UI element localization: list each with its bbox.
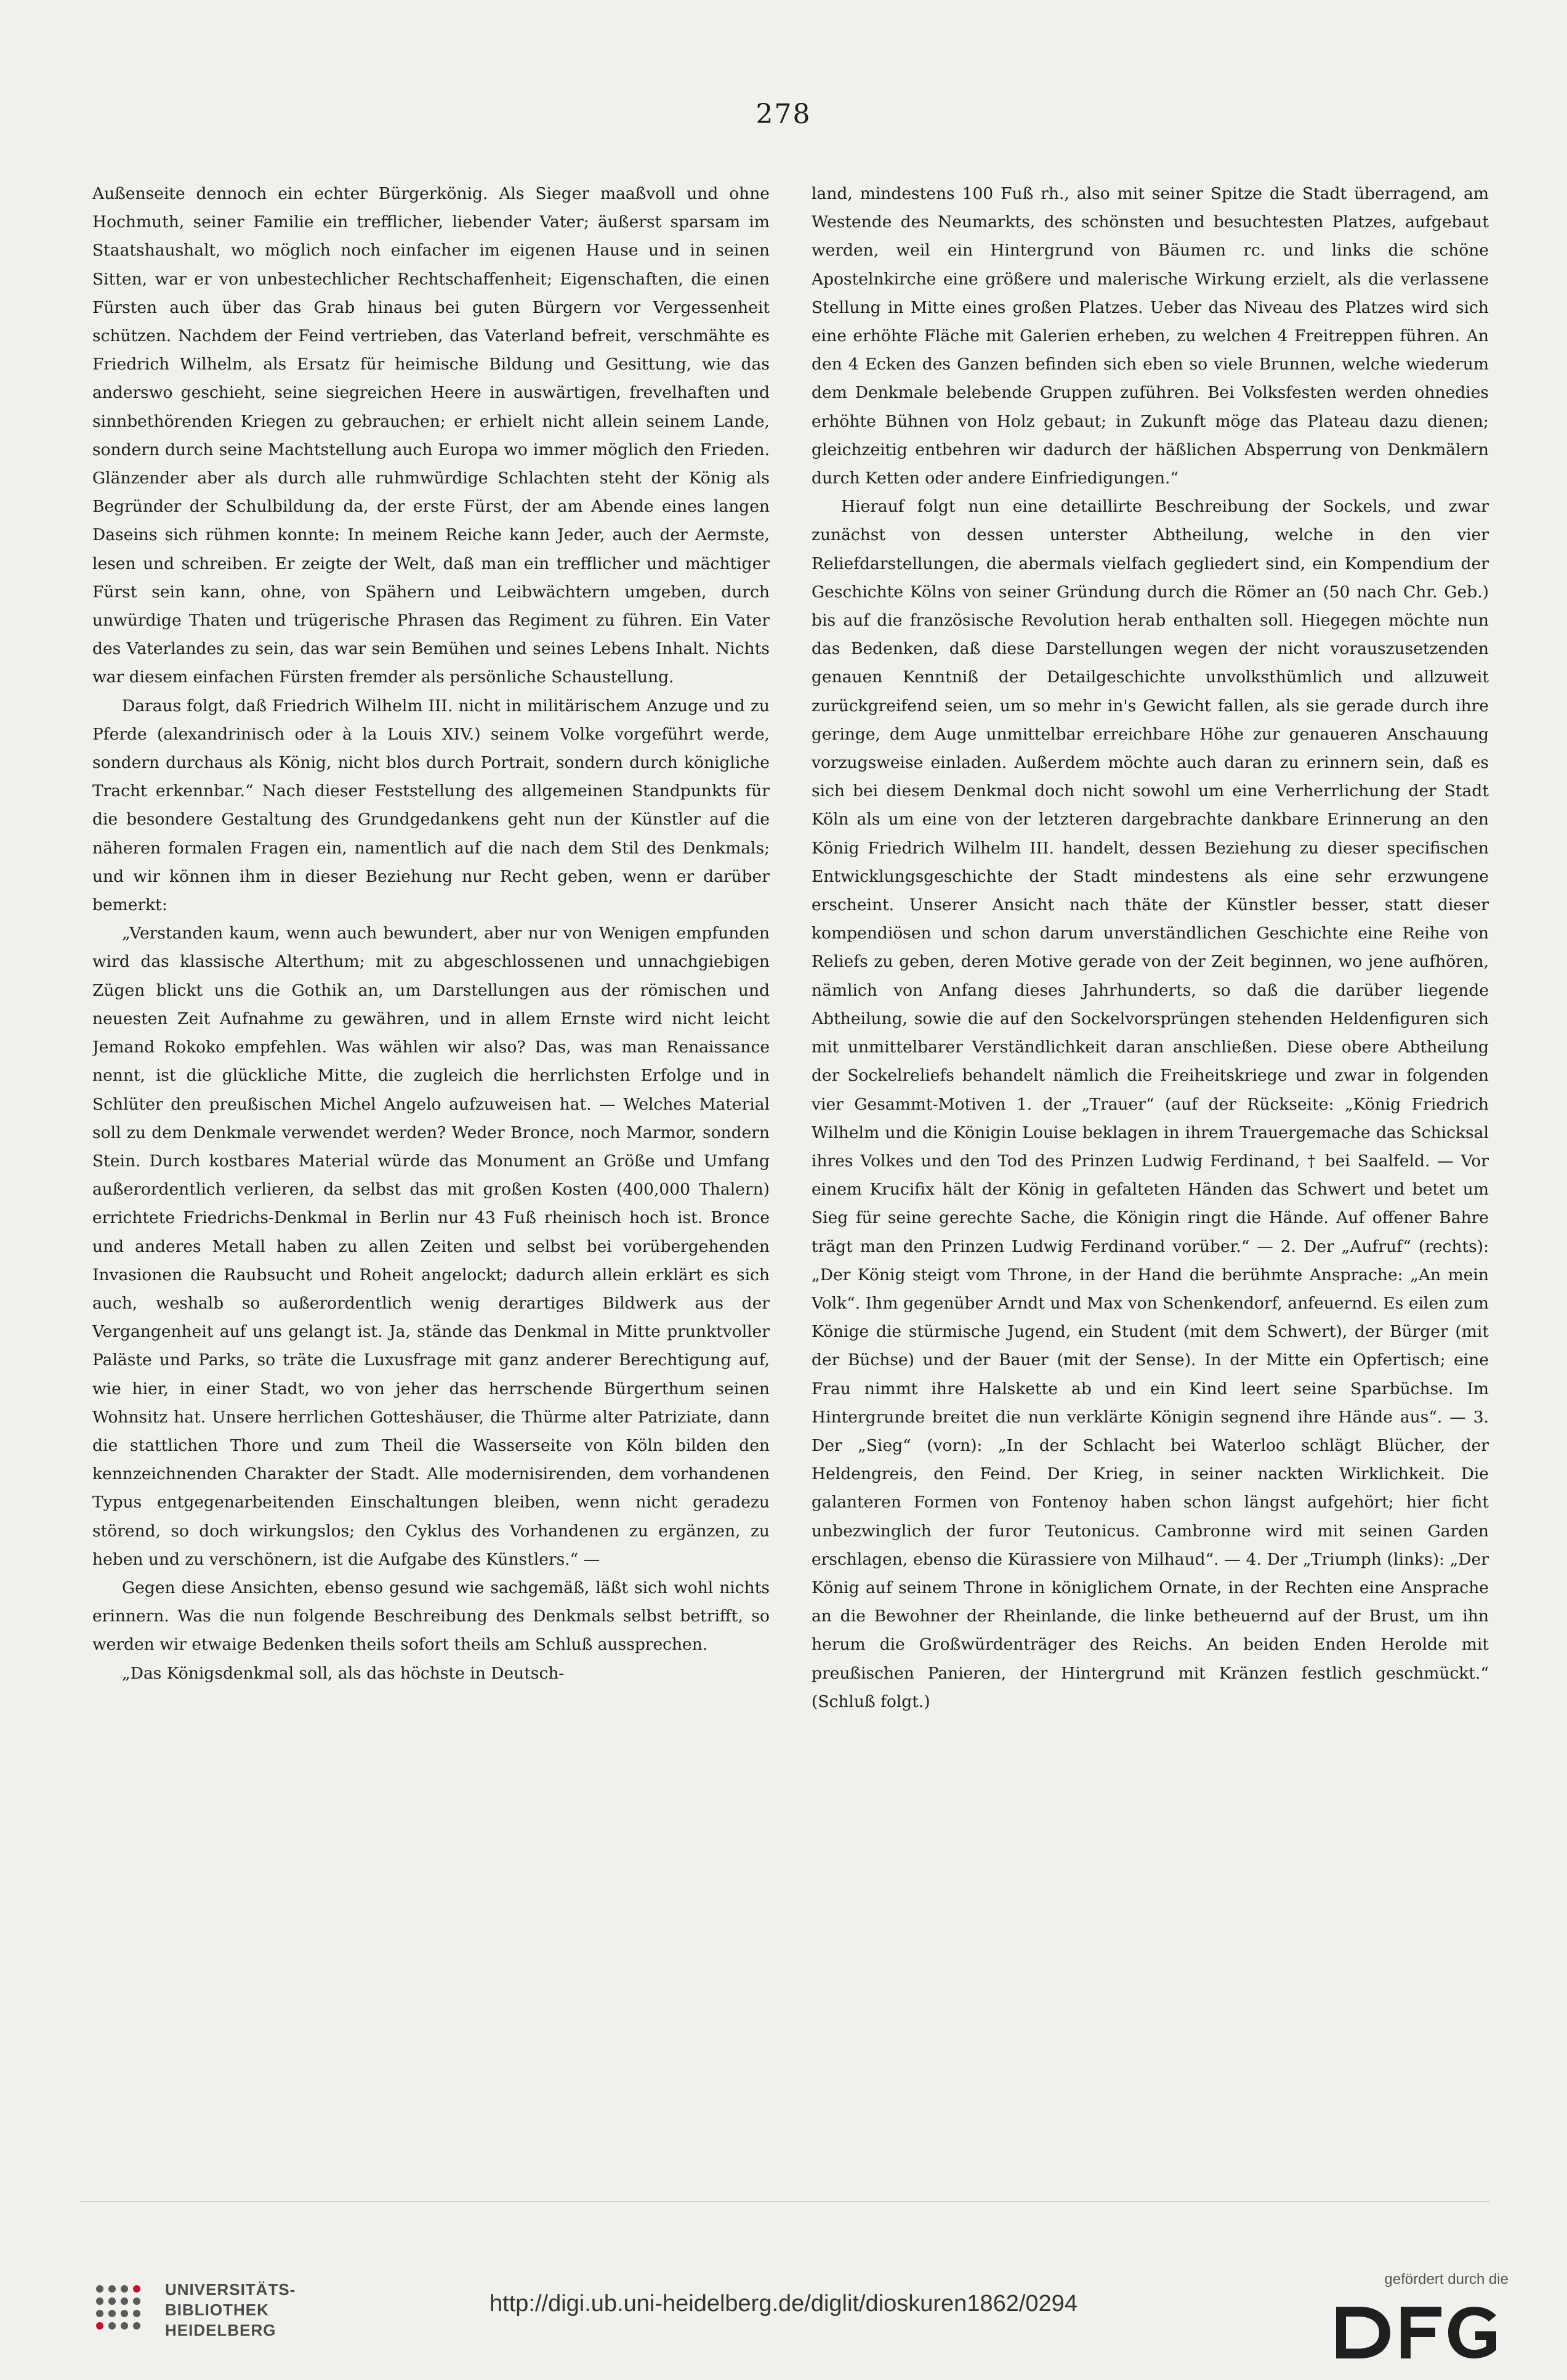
paragraph: „Verstanden kaum, wenn auch bewundert, aber nur von Wenigen empfunden wird das klassische Alterthum; mit zu abgeschlossenen und unnachgiebigen Zügen blickt uns die Gothik an, um Darstellungen aus der römischen und neuesten Zeit Aufnahme zu gewähren, und in allem Ernste wird nicht leicht Jemand Rokoko empfehlen. Was wählen wir also? Das, was man Renaissance nennt, ist die glückliche Mitte, die zugleich die herrlichsten Erfolge und in Schlüter den preußischen Michel Angelo aufzuweisen hat. — Welches Material soll zu dem Denkmale verwendet werden? Weder Bronce, noch Marmor, sondern Stein. Durch kostbares Material würde das Monument an Größe und Umfang außerordentlich verlieren, da selbst das mit großen Kosten (400,000 Thalern) errichtete Friedrichs-Denkmal in Berlin nur 43 Fuß rheinisch hoch ist. Bronce und anderes Metall haben zu allen Zeiten und selbst bei vorübergehenden Invasionen die Raubsucht und Roheit angelockt; dadurch allein erklärt es sich auch, weshalb so außerordentlich wenig derartiges Bildwerk aus der Vergangenheit auf uns gelangt ist. Ja, stände das Denkmal in Mitte prunktvoller Paläste und Parks, so träte die Luxusfrage mit ganz anderer Berechtigung auf, wie hier, in einer Stadt, wo von jeher das herrschende Bürgerthum seinen Wohnsitz hat. Unsere herrlichen Gotteshäuser, die Thürme alter Patriziate, dann die stattlichen Thore und zum Theil die Wasserseite von Köln bilden den kennzeichnenden Charakter der Stadt. Alle modernisirenden, dem vorhandenen Typus entgegenarbeitenden Einschaltungen bleiben, wenn nicht geradezu störend, so doch wirkungslos; den Cyklus des Vorhandenen zu ergänzen, zu heben und zu verschönern, ist die Aufgabe des Künstlers.“ —: [92, 924, 770, 1569]
dfg-logo-icon: [1311, 2303, 1509, 2362]
page-number: 278: [755, 99, 812, 130]
footer-divider: [80, 2201, 1490, 2202]
paragraph: Außenseite dennoch ein echter Bürgerkönig. Als Sieger maaßvoll und ohne Hochmuth, seiner Familie ein trefflicher, liebender Vater; äußerst sparsam im Staatshaushalt, wo möglich noch einfacher im eigenen Hause und in seinen Sitten, war er von unbestechlicher Rechtschaffenheit; Eigenschaften, die einen Fürsten auch über das Grab hinaus bei guten Bürgern vor Vergessenheit schützen. Nachdem der Feind vertrieben, das Vaterland befreit, verschmähte es Friedrich Wilhelm, als Ersatz für heimische Bildung und Gesittung, wie das anderswo geschieht, seine siegreichen Heere in auswärtigen, frevelhaften und sinnbethörenden Kriegen zu gebrauchen; er erhielt nicht allein seinem Lande, sondern durch seine Machtstellung auch Europa wo immer möglich den Frieden. Glänzender aber als durch alle ruhmwürdige Schlachten steht der König als Begründer der Schulbildung da, der erste Fürst, der am Abende eines langen Daseins sich rühmen konnte: In meinem Reiche kann Jeder, auch der Aermste, lesen und schreiben. Er zeigte der Welt, daß man ein trefflicher und mächtiger Fürst sein kann, ohne, von Spähern und Leibwächtern umgeben, durch unwürdige Thaten und trügerische Phrasen das Regiment zu führen. Ein Vater des Vaterlandes zu sein, das war sein Bemühen und seines Lebens Inhalt. Nichts war diesem einfachen Fürsten fremder als persönliche Schaustellung.: [92, 184, 770, 687]
document-url[interactable]: http://digi.ub.uni-heidelberg.de/diglit/dioskuren1862/0294: [489, 2291, 1078, 2317]
library-name-line: BIBLIOTHEK: [165, 2301, 269, 2319]
paragraph: Hierauf folgt nun eine detaillirte Beschreibung der Sockels, und zwar zunächst von dessen unterster Abtheilung, welche in den vier Reliefdarstellungen, die abermals vielfach gegliedert sind, ein Kompendium der Geschichte Kölns von seiner Gründung durch die Römer an (50 nach Chr. Geb.) bis auf die französische Revolution herab enthalten soll. Hiegegen möchte nun das Bedenken, daß diese Darstellungen wegen der nicht vorauszusetzenden genauen Kenntniß der Detailgeschichte unvolksthümlich und allzuweit zurückgreifend seien, um so mehr in's Gewicht fallen, als sie gerade durch ihre geringe, dem Auge unmittelbar erreichbare Höhe zur genaueren Anschauung vorzugsweise einladen. Außerdem möchte auch daran zu erinnern sein, daß es sich bei diesem Denkmal doch nicht sowohl um eine Verherrlichung der Stadt Köln als um eine von der letzteren dargebrachte dankbare Erinnerung an den König Friedrich Wilhelm III. handelt, dessen Beziehung zu dieser specifischen Entwicklungsgeschichte der Stadt mindestens als eine sehr erzwungene erscheint. Unserer Ansicht nach thäte der Künstler besser, statt dieser kompendiösen und schon darum unverständlichen Geschichte eine Reihe von Reliefs zu geben, deren Motive gerade von der Zeit beginnen, wo jene aufhören, nämlich von Anfang dieses Jahrhunderts, so daß die darüber liegende Abtheilung, sowie die auf den Sockelvorsprüngen stehenden Heldenfiguren sich mit unmittelbarer Verständlichkeit daran anschließen. Diese obere Abtheilung der Sockelreliefs behandelt nämlich die Freiheitskriege und zwar in folgenden vier Gesammt-Motiven 1. der „Trauer“ (auf der Rückseite: „König Friedrich Wilhelm und die Königin Louise beklagen in ihrem Trauergemache das Schicksal ihres Volkes und den Tod des Prinzen Ludwig Ferdinand, † bei Saalfeld. — Vor einem Krucifix hält der König in gefalteten Händen das Schwert und betet um Sieg für seine gerechte Sache, die Königin ringt die Hände. Auf offener Bahre trägt man den Prinzen Ludwig Ferdinand vorüber.“ — 2. Der „Aufruf“ (rechts): „Der König steigt vom Throne, in der Hand die berühmte Ansprache: „An mein Volk“. Ihm gegenüber Arndt und Max von Schenkendorf, anfeuernd. Es eilen zum Könige die stürmische Jugend, ein Student (mit dem Schwert), der Bürger (mit der Büchse) und der Bauer (mit der Sense). In der Mitte ein Opfertisch; eine Frau nimmt ihre Halskette ab und ein Kind leert seine Sparbüchse. Im Hintergrunde breitet die nun verklärte Königin segnend ihre Hände aus“. — 3. Der „Sieg“ (vorn): „In der Schlacht bei Waterloo schlägt Blücher, der Heldengreis, den Feind. Der Krieg, in seiner nackten Wirklichkeit. Die galanteren Formen von Fontenoy haben schon längst aufgehört; hier ficht unbezwinglich der furor Teutonicus. Cambronne wird mit seinen Garden erschlagen, ebenso die Kürassiere von Milhaud“. — 4. Der „Triumph (links): „Der König auf seinem Throne in königlichem Ornate, in der Rechten eine Ansprache an die Bewohner der Rheinlande, die linke betheuernd auf der Brust, um ihn herum die Großwürdenträger des Reichs. An beiden Enden Herolde mit preußischen Panieren, der Hintergrund mit Kränzen festlich geschmückt.“ (Schluß folgt.): [812, 497, 1489, 1711]
paragraph: „Das Königsdenkmal soll, als das höchste in Deutsch-: [122, 1663, 565, 1683]
library-name-line: UNIVERSITÄTS-: [165, 2280, 296, 2299]
paragraph: Gegen diese Ansichten, ebenso gesund wie sachgemäß, läßt sich wohl nichts erinnern. Was die nun folgende Beschreibung des Denkmals selbst betrifft, so werden wir etwaige Bedenken theils sofort theils am Schluß aussprechen.: [92, 1578, 770, 1655]
library-name-line: HEIDELBERG: [165, 2321, 276, 2339]
paragraph: Daraus folgt, daß Friedrich Wilhelm III. nicht in militärischem Anzuge und zu Pferde (alexandrinisch oder à la Louis XIV.) seinem Volke vorgeführt werde, sondern durchaus als König, nicht blos durch Portrait, sondern durch königliche Tracht erkennbar.“ Nach dieser Feststellung des allgemeinen Standpunkts für die besondere Gestaltung des Grundgedankens geht nun der Künstler auf die näheren formalen Fragen ein, namentlich auf die nach dem Stil des Denkmals; und wir können ihm in dieser Beziehung nur Recht geben, wenn er darüber bemerkt:: [92, 696, 770, 915]
text-column-left: [92, 180, 770, 2187]
paragraph: land, mindestens 100 Fuß rh., also mit seiner Spitze die Stadt überragend, am Westende des Neumarkts, des schönsten und besuchtesten Platzes, aufgebaut werden, weil ein Hintergrund von Bäumen rc. und links die schöne Apostelnkirche eine größere und malerische Wirkung erzielt, als die verlassene Stellung in Mitte eines großen Platzes. Ueber das Niveau des Platzes wird sich eine erhöhte Fläche mit Galerien erheben, zu welchen 4 Freitreppen führen. An den 4 Ecken des Ganzen befinden sich eben so viele Brunnen, welche wiederum dem Denkmale belebende Gruppen zuführen. Bei Volksfesten werden ohnedies erhöhte Bühnen von Holz gebaut; in Zukunft möge das Plateau dazu dienen; gleichzeitig entbehren wir dadurch der häßlichen Absperrung von Denkmälern durch Ketten oder andere Einfriedigungen.“: [812, 184, 1489, 488]
text-column-right: [812, 180, 1489, 2187]
funding-note: gefördert durch die: [1384, 2271, 1509, 2288]
